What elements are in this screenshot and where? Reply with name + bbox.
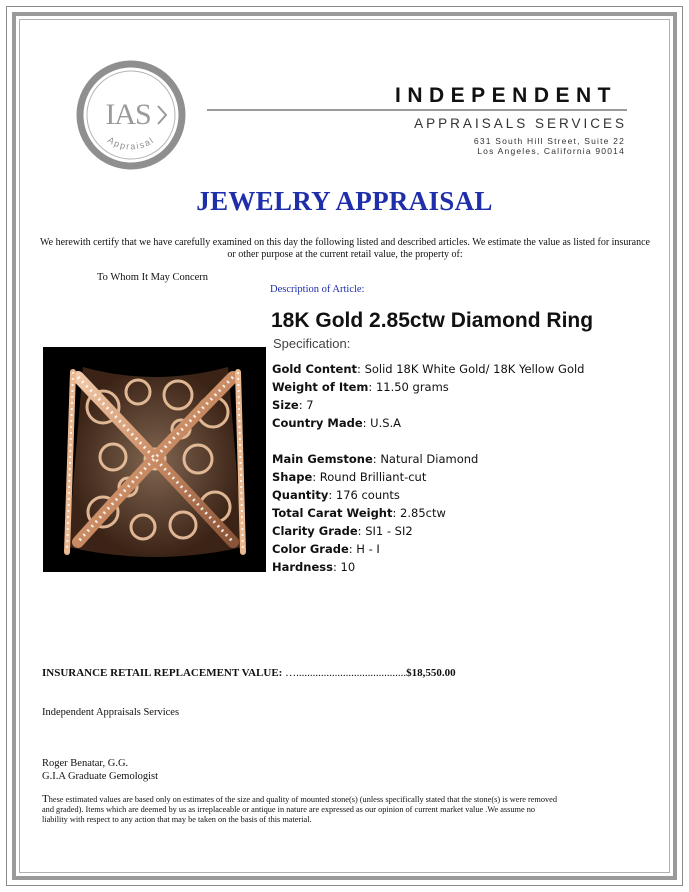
company-name: INDEPENDENT <box>394 84 618 107</box>
spec-row: Gold Content: Solid 18K White Gold/ 18K Yellow Gold <box>272 362 585 376</box>
ias-logo <box>76 60 186 170</box>
insurance-dots: …........................................ <box>282 667 407 679</box>
spec-row: Main Gemstone: Natural Diamond <box>272 452 479 466</box>
document-title: JEWELRY APPRAISAL <box>196 186 493 216</box>
spec-row: Shape: Round Brilliant-cut <box>272 470 427 484</box>
appraiser-title: G.I.A Graduate Gemologist <box>42 771 159 782</box>
specification-label: Specification: <box>273 336 351 351</box>
spec-row: Total Carat Weight: 2.85ctw <box>272 506 446 520</box>
ring-illustration <box>43 347 266 572</box>
description-label: Description of Article: <box>270 284 365 295</box>
spec-row: Clarity Grade: SI1 - SI2 <box>272 524 413 538</box>
insurance-value: $18,550.00 <box>406 667 456 679</box>
appraiser-signature <box>42 757 158 783</box>
recipient: To Whom It May Concern <box>97 272 209 283</box>
company-subtitle: APPRAISALS SERVICES <box>414 116 627 131</box>
specification-list <box>272 360 584 576</box>
address-line-2: Los Angeles, California 90014 <box>477 146 625 156</box>
logo-caption: Appraisal <box>105 134 157 152</box>
spec-row: Hardness: 10 <box>272 560 356 574</box>
insurance-label: INSURANCE RETAIL REPLACEMENT VALUE: <box>42 667 283 679</box>
logo-monogram: IAS <box>105 98 151 131</box>
spec-row: Color Grade: H - I <box>272 542 380 556</box>
disclaimer <box>42 794 562 825</box>
certification-text: We herewith certify that we have carefully examined on this day the following listed and described articles. We estimate the value as listed for insurance or other purpose at the current retail value, the property of: <box>40 237 650 260</box>
ring-photo <box>43 347 266 572</box>
company-signature: Independent Appraisals Services <box>42 707 180 718</box>
disclaimer-initial: T <box>42 793 49 805</box>
company-header <box>385 84 627 108</box>
spec-row: Size: 7 <box>272 398 314 412</box>
disclaimer-text: hese estimated values are based only on estimates of the size and quality of mounted stone(s) (unless specifically stated that the stone(s) is were removed and graded). Items which are deemed by us as irreplaceable or antique in nature are expressed as our opinion of current market value .We assume no liability with respect to any action that may be taken on the basis of this material. <box>42 795 557 824</box>
spec-row: Quantity: 176 counts <box>272 488 400 502</box>
insurance-value-line <box>42 667 456 679</box>
address-line-1: 631 South Hill Street, Suite 22 <box>473 136 625 146</box>
company-address <box>474 136 625 156</box>
spec-row: Country Made: U.S.A <box>272 416 402 430</box>
appraiser-name: Roger Benatar, G.G. <box>42 758 129 769</box>
item-title: 18K Gold 2.85ctw Diamond Ring <box>271 309 594 332</box>
spec-row: Weight of Item: 11.50 grams <box>272 380 449 394</box>
header-rule <box>207 109 627 111</box>
